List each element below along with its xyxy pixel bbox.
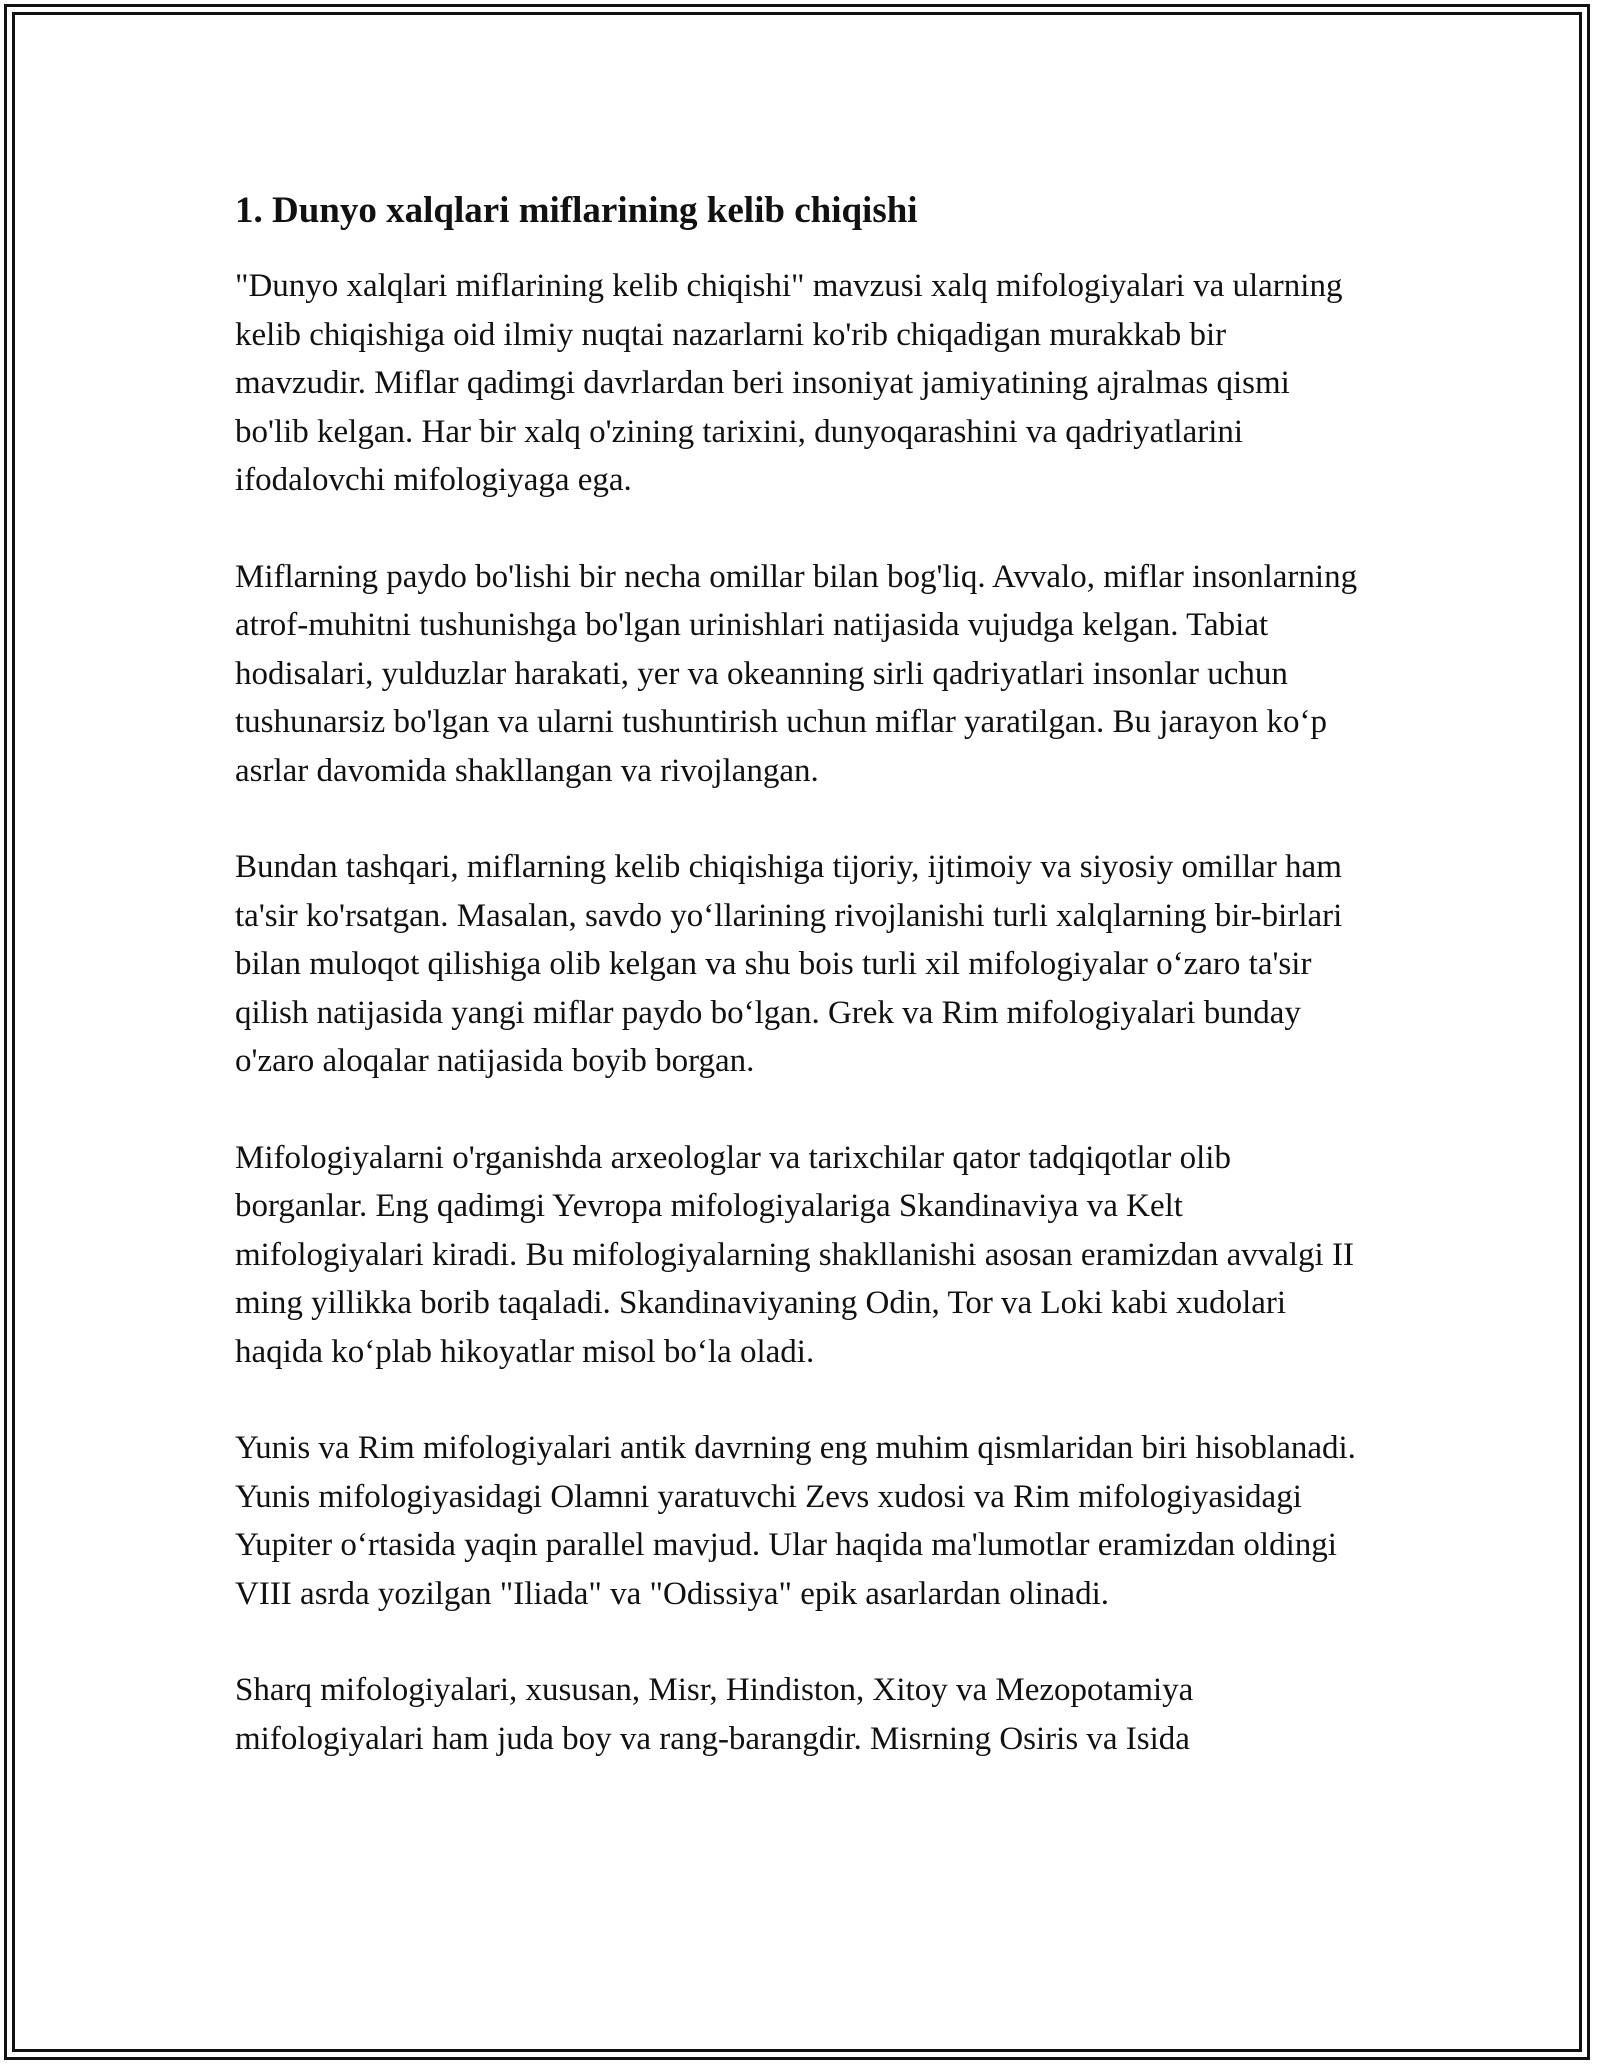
paragraph-greek-roman-mythology: Yunis va Rim mifologiyalari antik davrning eng muhim qismlaridan biri hisoblanadi. Yunis mifologiyasidagi Olamni yaratuvchi Zevs xudosi va Rim mifologiyasidagi Yupiter o‘rtasida yaqin parallel mavjud. Ular haqida ma'lumotlar eramizdan oldingi VIII asrda yozilgan "Iliada" va "Odissiya" epik asarlardan olinadi. (235, 1430, 1356, 1612)
paragraph-emergence-factors: Miflarning paydo bo'lishi bir necha omillar bilan bog'liq. Avvalo, miflar insonlarning atrof-muhitni tushunishga bo'lgan urinishlari natijasida vujudga kelgan. Tabiat hodisalari, yulduzlar harakati, yer va okeanning sirli qadriyatlari insonlar uchun tushunarsiz bo'lgan va ularni tushuntirish uchun miflar yaratilgan. Bu jarayon ko‘p asrlar davomida shakllangan va rivojlangan. (235, 558, 1358, 789)
paragraph-european-mythology: Mifologiyalarni o'rganishda arxeologlar va tarixchilar qator tadqiqotlar olib borganlar. Eng qadimgi Yevropa mifologiyalariga Skandinaviya va Kelt mifologiyalari kiradi. Bu mifologiyalarning shakllanishi asosan eramizdan avvalgi II ming yillikka borib taqaladi. Skandinaviyaning Odin, Tor va Loki kabi xudolari haqida ko‘plab hikoyatlar misol bo‘la oladi. (235, 1139, 1354, 1370)
paragraph-social-factors: Bundan tashqari, miflarning kelib chiqishiga tijoriy, ijtimoiy va siyosiy omillar ham ta'sir ko'rsatgan. Masalan, savdo yo‘llarining rivojlanishi turli xalqlarning bir-birlari bilan muloqot qilishiga olib kelgan va shu bois turli xil mifologiyalar o‘zaro ta'sir qilish natijasida yangi miflar paydo bo‘lgan. Grek va Rim mifologiyalari bunday o'zaro aloqalar natijasida boyib borgan. (235, 849, 1343, 1079)
document-title: 1. Dunyo xalqlari miflarining kelib chiqishi (235, 190, 918, 231)
paragraph-eastern-mythology: Sharq mifologiyalari, xususan, Misr, Hindiston, Xitoy va Mezopotamiya mifologiyalari ham juda boy va rang-barangdir. Misrning Osiris va Isida (235, 1672, 1194, 1757)
paragraph-origin-topic: "Dunyo xalqlari miflarining kelib chiqishi" mavzusi xalq mifologiyalari va ularning kelib chiqishiga oid ilmiy nuqtai nazarlarni ko'rib chiqadigan murakkab bir mavzudir. Miflar qadimgi davrlardan beri insoniyat jamiyatining ajralmas qismi bo'lib kelgan. Har bir xalq o'zining tarixini, dunyoqarashini va qadriyatlarini ifodalovchi mifologiyaga ega. (235, 268, 1343, 498)
document-content (235, 186, 1365, 1811)
